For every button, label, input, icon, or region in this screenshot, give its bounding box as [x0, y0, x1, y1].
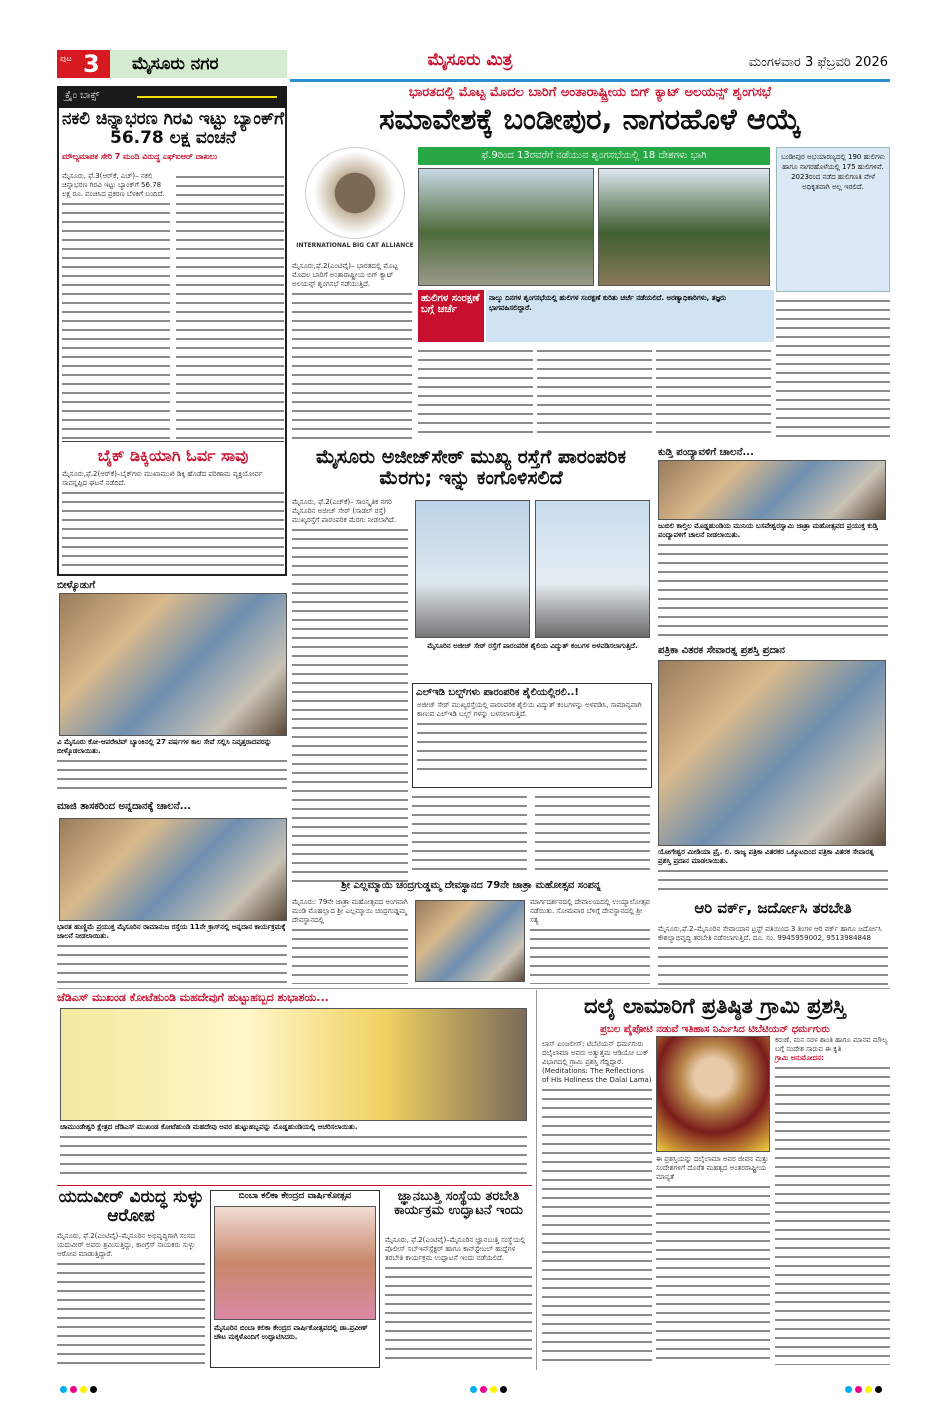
masthead-logo: ಮೈಸೂರು ಮಿತ್ರ [427, 50, 513, 70]
yaduveer-headline: ಯದುವೀರ್ ವಿರುದ್ಧ ಸುಳ್ಳು ಆರೋಪ [58, 1187, 204, 1226]
annadana-caption: ಭಾರತ ಹುಣ್ಣಿಮೆ ಪ್ರಯುಕ್ತ ಮೈಸೂರಿನ ರಾಮಾನುಜ ರಸ್ತೆಯ 11ನೇ ಕ್ರಾಸ್‌ನಲ್ಲಿ ಅನ್ನದಾನ ಕಾರ್ಯಕ್ರಮಕ್ಕೆ ಚಾಲನೆ ನೀಡಲಾಯಿತು. [57, 923, 286, 940]
crime-box-title: ಕ್ರೈಂ ಬಾಕ್ಸ್ [65, 90, 100, 101]
kudti-caption-block [658, 522, 888, 640]
yellow-rule [137, 96, 277, 98]
lead-subhead-bar: ಫೆ.9ರಿಂದ 13ರವರೆಗೆ ನಡೆಯುವ ಶೃಂಗಸಭೆಯಲ್ಲಿ 18 ದೇಶಗಳು ಭಾಗಿ [418, 147, 770, 165]
farewell-title: ಬೀಳ್ಕೊಡುಗೆ [57, 580, 96, 591]
kudti-caption: ಜುಬಿಲಿ ಕಾಲ್ತಿಲ ಮೊಡ್ಡಹುಂಡಿಯ ಮುನಿಯ ಬಸವೇಶ್ವರಸ್ವಾಮಿ ಜಾತ್ರಾ ಮಹೋತ್ಸವದ ಪ್ರಯುಕ್ತ ಕುಡ್ತಿ ಪಂದ್ಯಾವಳಿಗೆ ಚಾಲನೆ ನೀಡಲಾಯಿತು. [658, 522, 888, 540]
temple-body-col2 [530, 898, 650, 984]
crime-box-header [57, 86, 287, 108]
grammy-label: ಗ್ರಾಮಿ ಅನುಮೋದನ: [775, 1054, 890, 1063]
page-number: 3 [83, 50, 100, 78]
page-label: ಪುಟ [60, 54, 72, 63]
crime-headline: ನಕಲಿ ಚಿನ್ನಾಭರಣ ಗಿರವಿ ಇಟ್ಟು ಬ್ಯಾಂಕ್‌ಗೆ 56.78 ಲಕ್ಷ ವಂಚನೆ [62, 109, 284, 148]
temple-lead2: ಮಾರ್ಗದರ್ಶನದಲ್ಲಿ ದೇವಾಲಯದಲ್ಲಿ ಉಯ್ಯಾಲೋತ್ಸವ ನಡೆಯಿತು. ಸೋಮವಾರ ಬೆಳಿಗ್ಗೆ ದೇವಸ್ಥಾನದಲ್ಲಿ ಶ್ರೀ ಸತ್ಯ [530, 898, 650, 924]
led-box [412, 683, 652, 788]
annadana-title: ಮಾಜಿ ತಾಸಕರಿಂದ ಅನ್ನದಾನಕ್ಕೆ ಚಾಲನೆ... [57, 801, 192, 812]
divider [57, 1185, 532, 1186]
dalai-lama-photo [656, 1036, 770, 1152]
bimba-photo [214, 1206, 376, 1320]
temple-lead: ಮೈಸೂರು: 79ನೇ ಜಾತ್ರಾ ಮಹೋತ್ಸವದ ಅಂಗವಾಗಿ ಮಂಡಿ ಮೊಹಲ್ಲಾದ ಶ್ರೀ ಎಲ್ಲಮ್ಮಾಯಿ ಚಂದ್ರಗುಡ್ಡಮ್ಮ ದೇವಸ್ಥಾನದಲ್ಲಿ [292, 898, 408, 924]
jds-caption: ಚಾಮುಂಡೇಶ್ವರಿ ಕ್ಷೇತ್ರದ ಜೆಡಿಎಸ್ ಮುಖಂಡ ಕೋಟೆಹುಂಡಿ ಮಹದೇವು ಅವರ ಹುಟ್ಟುಹಬ್ಬವನ್ನು ಮೊಡ್ಡಹುಂಡಿಯಲ್ಲಿ ಆಚರಿಸಲಾಯಿತು. [60, 1123, 527, 1132]
divider [57, 988, 890, 989]
temple-body-col1 [292, 898, 408, 984]
dalai-subhead: ಪ್ರಬಲ ಪೈಪೋಟಿ ನಡುವೆ ಇತಿಹಾಸ ನಿರ್ಮಿಸಿದ ಟಿಬೆಟಿಯನ್ ಧರ್ಮಗುರು [600, 1024, 830, 1035]
column-rule [536, 990, 537, 1370]
lead-body-col1 [292, 262, 412, 440]
issue-date: ಮಂಗಳವಾರ 3 ಫೆಬ್ರವರಿ 2026 [748, 55, 888, 70]
color-registration-marks-right [845, 1378, 885, 1397]
yaduveer-lead: ಮೈಸೂರು, ಫೆ.2(ಎಂಟಿವೈ)–ಮೈಸೂರಿನ ಅಭಿವೃದ್ಧಿಗಾಗಿ ಸಂಸದ ಯದುವೀರ್ ಅವರು ಶ್ರಮಿಸುತ್ತಿದ್ದು, ಕಾಂಗ್ರೆಸ್ ನಾಯಕರು ಸುಳ್ಳು ಆರೋಪ ಮಾಡುತ್ತಿದ್ದಾರೆ. [57, 1232, 205, 1259]
lead-body-col2 [418, 346, 533, 440]
jds-birthday-photo [60, 1008, 527, 1121]
led-box-text: ಅಜೀಜ್ ಸೇಠ್ ಮುಖ್ಯರಸ್ತೆಯಲ್ಲಿ ಪಾರಂಪರಿಕ ಶೈಲಿಯ ವಿದ್ಯುತ್ ಕಂಬಗಳನ್ನು ಅಳವಡಿಸಿ, ಸಾಮಾನ್ಯವಾಗಿ ಕಾಣುವ ಎಲ್‌ಇಡಿ ಬಲ್ಬ್ ಗಳನ್ನು ಬಳಸಲಾಗುತ್ತಿದೆ. [417, 701, 647, 719]
bike-accident-body [62, 470, 284, 570]
crime-body-col2 [176, 172, 284, 440]
bike-accident-headline: ಬೈಕ್ ಡಿಕ್ಕಿಯಾಗಿ ಓರ್ವ ಸಾವು [97, 446, 249, 465]
jnana-lead: ಮೈಸೂರು, ಫೆ.2(ಎಂಟಿವೈ)–ಮೈಸೂರಿನ ಜ್ಞಾನಬುತ್ತಿ ಸಂಸ್ಥೆಯಲ್ಲಿ ಪೊಲೀಸ್ ಸಬ್‌ಇನ್‌ಸ್ಪೆಕ್ಟರ್ ಹಾಗೂ ಕಾನ್‌ಸ್ಟೇಬಲ್ ಹುದ್ದೆಗಳ ತರಬೇತಿ ಕಾರ್ಯಕ್ರಮ ಉದ್ಘಾಟನೆ ಇಂದು ನಡೆಯಲಿದೆ. [385, 1236, 532, 1263]
award-caption: ಯೋಗೇಶ್ವರ ಮೀಡಿಯಾ ಪ್ರೈ. ಲಿ. ರಾಜ್ಯ ಪತ್ರಿಕಾ ವಿತರಕರ ಒಕ್ಕೂಟದಿಂದ ಪತ್ರಿಕಾ ವಿತರಕ ಸೇವಾರತ್ನ ಪ್ರಶಸ್ತಿ ಪ್ರದಾನ ಮಾಡಲಾಯಿತು. [658, 848, 888, 866]
crime-lead: ಮೈಸೂರು, ಫೆ.3(ಆರ್‌ಕೆ, ಎಚ್‌)– ನಕಲಿ ಚಿನ್ನಾಭರಣ ಗಿರವಿ ಇಟ್ಟು ಬ್ಯಾಂಕ್‌ಗೆ 56.78 ಲಕ್ಷ ರೂ. ವಂಚಿಸಿದ ಪ್ರಕರಣ ಬೆಳಕಿಗೆ ಬಂದಿದೆ. [62, 172, 170, 199]
jds-caption-block [60, 1123, 527, 1181]
temple-headline: ಶ್ರೀ ಎಲ್ಲಮ್ಮಾಯಿ ಚಂದ್ರಗುಡ್ಡಮ್ಮ ದೇವಸ್ಥಾನದ 79ನೇ ಜಾತ್ರಾ ಮಹೋತ್ಸವ ಸಂಪನ್ನ [341, 880, 601, 891]
road-headline: ಮೈಸೂರು ಅಜೀಜ್‌ಸೇಠ್ ಮುಖ್ಯ ರಸ್ತೆಗೆ ಪಾರಂಪರಿಕ ಮೆರಗು; ಇನ್ನು ಕಂಗೊಳಿಸಲಿದೆ [315, 446, 627, 489]
dalai-headline: ದಲೈ ಲಾಮಾರಿಗೆ ಪ್ರತಿಷ್ಠಿತ ಗ್ರಾಮಿ ಪ್ರಶಸ್ತಿ [583, 994, 846, 1018]
temple-photo [415, 900, 525, 982]
dalai-body-col2 [656, 1155, 770, 1365]
dalai-lead: ಲಾಸ್ ಏಂಜಲೀಸ್: ಟಿಬೆಟಿಯನ್ ಧರ್ಮಗುರು ದಲೈಲಾಮಾ ಅವರು ಅತ್ಯುತ್ತಮ ಆಡಿಯೋ ಬುಕ್ ವಿಭಾಗದಲ್ಲಿ ಗ್ರಾಮಿ ಪ್ರಶಸ್ತಿ ಗೆದ್ದಿದ್ದಾರೆ. (Meditations: The Reflections of His Holiness the Dalai Lama) [542, 1040, 652, 1084]
lead-body-col5 [776, 296, 890, 440]
dalai-lead2: ಈ ಪ್ರಶಸ್ತಿಯನ್ನು ದಲೈಲಾಮಾ ಅವರ ಜೀವನ ಮತ್ತು ಸಂದೇಶಗಳಿಗೆ ದೊರೆತ ಮಹತ್ವದ ಅಂತರರಾಷ್ಟ್ರೀಯ ಮಾನ್ಯತೆ [656, 1155, 769, 1181]
crane-photo [415, 500, 530, 638]
crime-body-col1 [62, 172, 170, 440]
award-photo [658, 660, 886, 846]
section-title: ಮೈಸೂರು ನಗರ [110, 50, 287, 78]
annadana-caption-block [57, 923, 287, 985]
tiger-count-box: ಬಂಡೀಪುರ ಅಭಯಾರಣ್ಯದಲ್ಲಿ 190 ಹುಲಿಗಳು ಹಾಗೂ ನಾಗರಹೊಳೆಯಲ್ಲಿ 175 ಹುಲಿಗಳಿವೆ. 2023ರಂದ ನಡೆದ ಹುಲಿಗಣತಿ ವೇಳೆ ಅಧಿಕೃತವಾಗಿ ಅಲ್ಲ ಇರಲಿದೆ. [776, 147, 890, 292]
color-registration-marks-center [470, 1378, 510, 1397]
dalai-lead3: ಕರುಣೆ, ಮನ ಸರಳ ಶಾಂತಿ ಹಾಗೂ ಮಾನವ ಮೌಲ್ಯ ಬಗ್ಗೆ ಸಂದೇಶ ಸಾರುವ ಈ ಕೃತಿ [775, 1036, 890, 1054]
road-photo-caption: ಮೈಸೂರಿನ ಅಜೀಜ್ ಸೇಠ್ ರಸ್ತೆಗೆ ಪಾರಂಪರಿಕ ಶೈಲಿಯ ವಿದ್ಯುತ್ ಕಂಬಗಳ ಅಳವಡಿಸಲಾಗುತ್ತಿದೆ. [427, 642, 638, 650]
lead-kicker: ಭಾರತದಲ್ಲಿ ಮೊಟ್ಟ ಮೊದಲ ಬಾರಿಗೆ ಅಂತಾರಾಷ್ಟ್ರೀಯ ಬಿಗ್ ಕ್ಯಾಟ್ ಅಲಯನ್ಸ್ ಶೃಂಗಸಭೆ [408, 85, 772, 100]
kudti-title: ಕುಡ್ತಿ ಪಂದ್ಯಾವಳಿಗೆ ಚಾಲನೆ... [658, 447, 754, 458]
header-rule [290, 79, 890, 82]
road-body-col2 [412, 792, 527, 876]
kudti-photo [658, 460, 886, 520]
lead-lead: ಮೈಸೂರು,ಫೆ.2(ಎಂಟಿವೈ)– ಭಾರತದಲ್ಲಿ ಮೊಟ್ಟ ಮೊದಲ ಬಾರಿಗೆ ಅಂತಾರಾಷ್ಟ್ರೀಯ ಬಿಗ್ ಕ್ಯಾಟ್ ಅಲಯನ್ಸ್ ಶೃಂಗಸಭೆ ನಡೆಯುತ್ತಿದೆ. [292, 262, 412, 289]
tiger-conservation-tag: ಹುಲಿಗಳ ಸಂರಕ್ಷಣೆ ಬಗ್ಗೆ ಚರ್ಚೆ [418, 290, 484, 342]
yaduveer-body [57, 1232, 205, 1366]
led-box-title: ಎಲ್‌ಇಡಿ ಬಲ್ಬ್‌ಗಳು ಪಾರಂಪರಿಕ ಶೈಲಿಯಲ್ಲಿರಲಿ..! [416, 687, 579, 698]
ari-lead: ಮೈಸೂರು,ಫೆ.2–ಮೈಸೂರಿನ ಸೇವಾಯಾನ ಟ್ರಸ್ಟ್ ವತಿಯಿಂದ 3 ತಿಂಗಳ ಆರಿ ವರ್ಕ್ ಹಾಗೂ ಜರ್ದೋಸಿ ಕೌಶಲ್ಯಾಭಿವೃದ್ಧಿ ತರಬೇತಿ ನಡೆಸಲಾಗುತ್ತಿದೆ. ದೂ. ಸಂ. 9945959002, 9513984848 [658, 925, 888, 943]
crime-subhead: ಮೌಲ್ಯಮಾಪಕ ಸೇರಿ 7 ಮಂದಿ ವಿರುದ್ಧ ಎಫ್‌ಐಆರ್ ದಾಖಲು [62, 152, 218, 161]
lead-headline: ಸಮಾವೇಶಕ್ಕೆ ಬಂಡೀಪುರ, ನಾಗರಹೊಳೆ ಆಯ್ಕೆ [379, 102, 801, 136]
divider [62, 441, 284, 442]
jds-title: ಜೆಡಿಎಸ್ ಮುಖಂಡ ಕೋಟೆಹುಂಡಿ ಮಹದೇವುಗೆ ಹುಟ್ಟುಹಬ್ಬದ ಶುಭಾಶಯ... [57, 991, 329, 1004]
road-lead: ಮೈಸೂರು, ಫೆ.2(ಎಚ್‌ಕೆ)– ಸಾಂಸ್ಕೃತಿಕ ನಗರಿ ಮೈಸೂರಿನ ಅಜೀಜ್ ಸೇಠ್ (ಸಾಡಲ್‌ ರಸ್ತೆ) ಮುಖ್ಯರಸ್ತೆಗೆ ಪಾರಂಪರಿಕ ಮೆರಗು ನೀಡಲಾಗಿದೆ. [292, 498, 408, 525]
lead-body-col3 [537, 346, 652, 440]
award-caption-block [658, 848, 888, 894]
bimba-title: ಬಿಂಬಾ ಕಲಿಕಾ ಕೇಂದ್ರದ ವಾರ್ಷಿಕೋತ್ಸವ [238, 1191, 352, 1201]
annadana-photo [59, 818, 287, 921]
page-number-badge [57, 50, 110, 78]
farewell-caption: ವಿ ಮೈಸೂರು ಕೋ-ಆಪರೇಟಿವ್ ಬ್ಯಾಂಕಿನಲ್ಲಿ 27 ವರ್ಷಗಳ ಕಾಲ ಸೇವೆ ಸಲ್ಲಿಸಿ ನಿವೃತ್ತರಾದವರನ್ನು ಬೀಳ್ಕೊಡಲಾಯಿತು. [57, 738, 287, 756]
road-body-col3 [535, 792, 650, 876]
farewell-caption-block [57, 738, 287, 796]
ari-headline: ಆರಿ ವರ್ಕ್, ಜರ್ದೋಸಿ ತರಬೇತಿ [694, 899, 852, 917]
big-cat-alliance-logo [305, 147, 405, 239]
color-registration-marks-left [60, 1378, 100, 1397]
award-title: ಪತ್ರಿಕಾ ವಿತರಕ ಸೇವಾರತ್ನ ಪ್ರಶಸ್ತಿ ಪ್ರದಾನ [658, 645, 785, 656]
dalai-body-col3 [775, 1036, 890, 1365]
road-body-col1 [292, 498, 408, 886]
logo-text: INTERNATIONAL BIG CAT ALLIANCE [296, 242, 414, 249]
bike-accident-lead: ಮೈಸೂರು,ಫೆ.2(ಆರ್‌ಕೆ)–ಬೈಕ್‌ಗಳು ಮುಖಾಮುಖಿ ಡಿಕ್ಕಿ ಹೊಡೆದ ಪರಿಣಾಮ ವ್ಯಕ್ತಿಯೋರ್ವ ಸಾವನ್ನಪ್ಪಿದ ಘಟನೆ ನಡೆದಿದೆ. [62, 470, 284, 488]
lamp-post-photo [535, 500, 650, 638]
lead-highlight: ನಾಲ್ಕು ದಿನಗಳ ಶೃಂಗಸಭೆಯಲ್ಲಿ ಹುಲಿಗಳ ಸಂರಕ್ಷಣೆ ಕುರಿತು ಚರ್ಚೆ ನಡೆಯಲಿದೆ. ಅರಣ್ಯಾಧಿಕಾರಿಗಳು, ತಜ್ಞರು ಭಾಗವಹಿಸಲಿದ್ದಾರೆ. [486, 290, 774, 342]
dalai-body-col1 [542, 1040, 652, 1365]
forest-gate-photo-1 [418, 168, 594, 286]
lead-body-col4 [656, 346, 771, 440]
jnana-headline: ಜ್ಞಾನಬುತ್ತಿ ಸಂಸ್ಥೆಯ ತರಬೇತಿ ಕಾರ್ಯಕ್ರಮ ಉದ್ಘಾಟನೆ ಇಂದು [394, 1189, 523, 1219]
ari-body [658, 925, 888, 985]
farewell-photo [59, 593, 287, 736]
bimba-caption: ಮೈಸೂರಿನ ಬಿಂಬಾ ಕಲಿಕಾ ಕೇಂದ್ರದ ವಾರ್ಷಿಕೋತ್ಸವದಲ್ಲಿ ಡಾ.ಪ್ರವೀಣ್ ಚೌಟ ಮಕ್ಕಳೊಂದಿಗೆ ಉದ್ಘಾಟಿಸಿದರು. [214, 1324, 368, 1341]
jnana-body [385, 1236, 532, 1366]
forest-gate-photo-2 [598, 168, 770, 286]
